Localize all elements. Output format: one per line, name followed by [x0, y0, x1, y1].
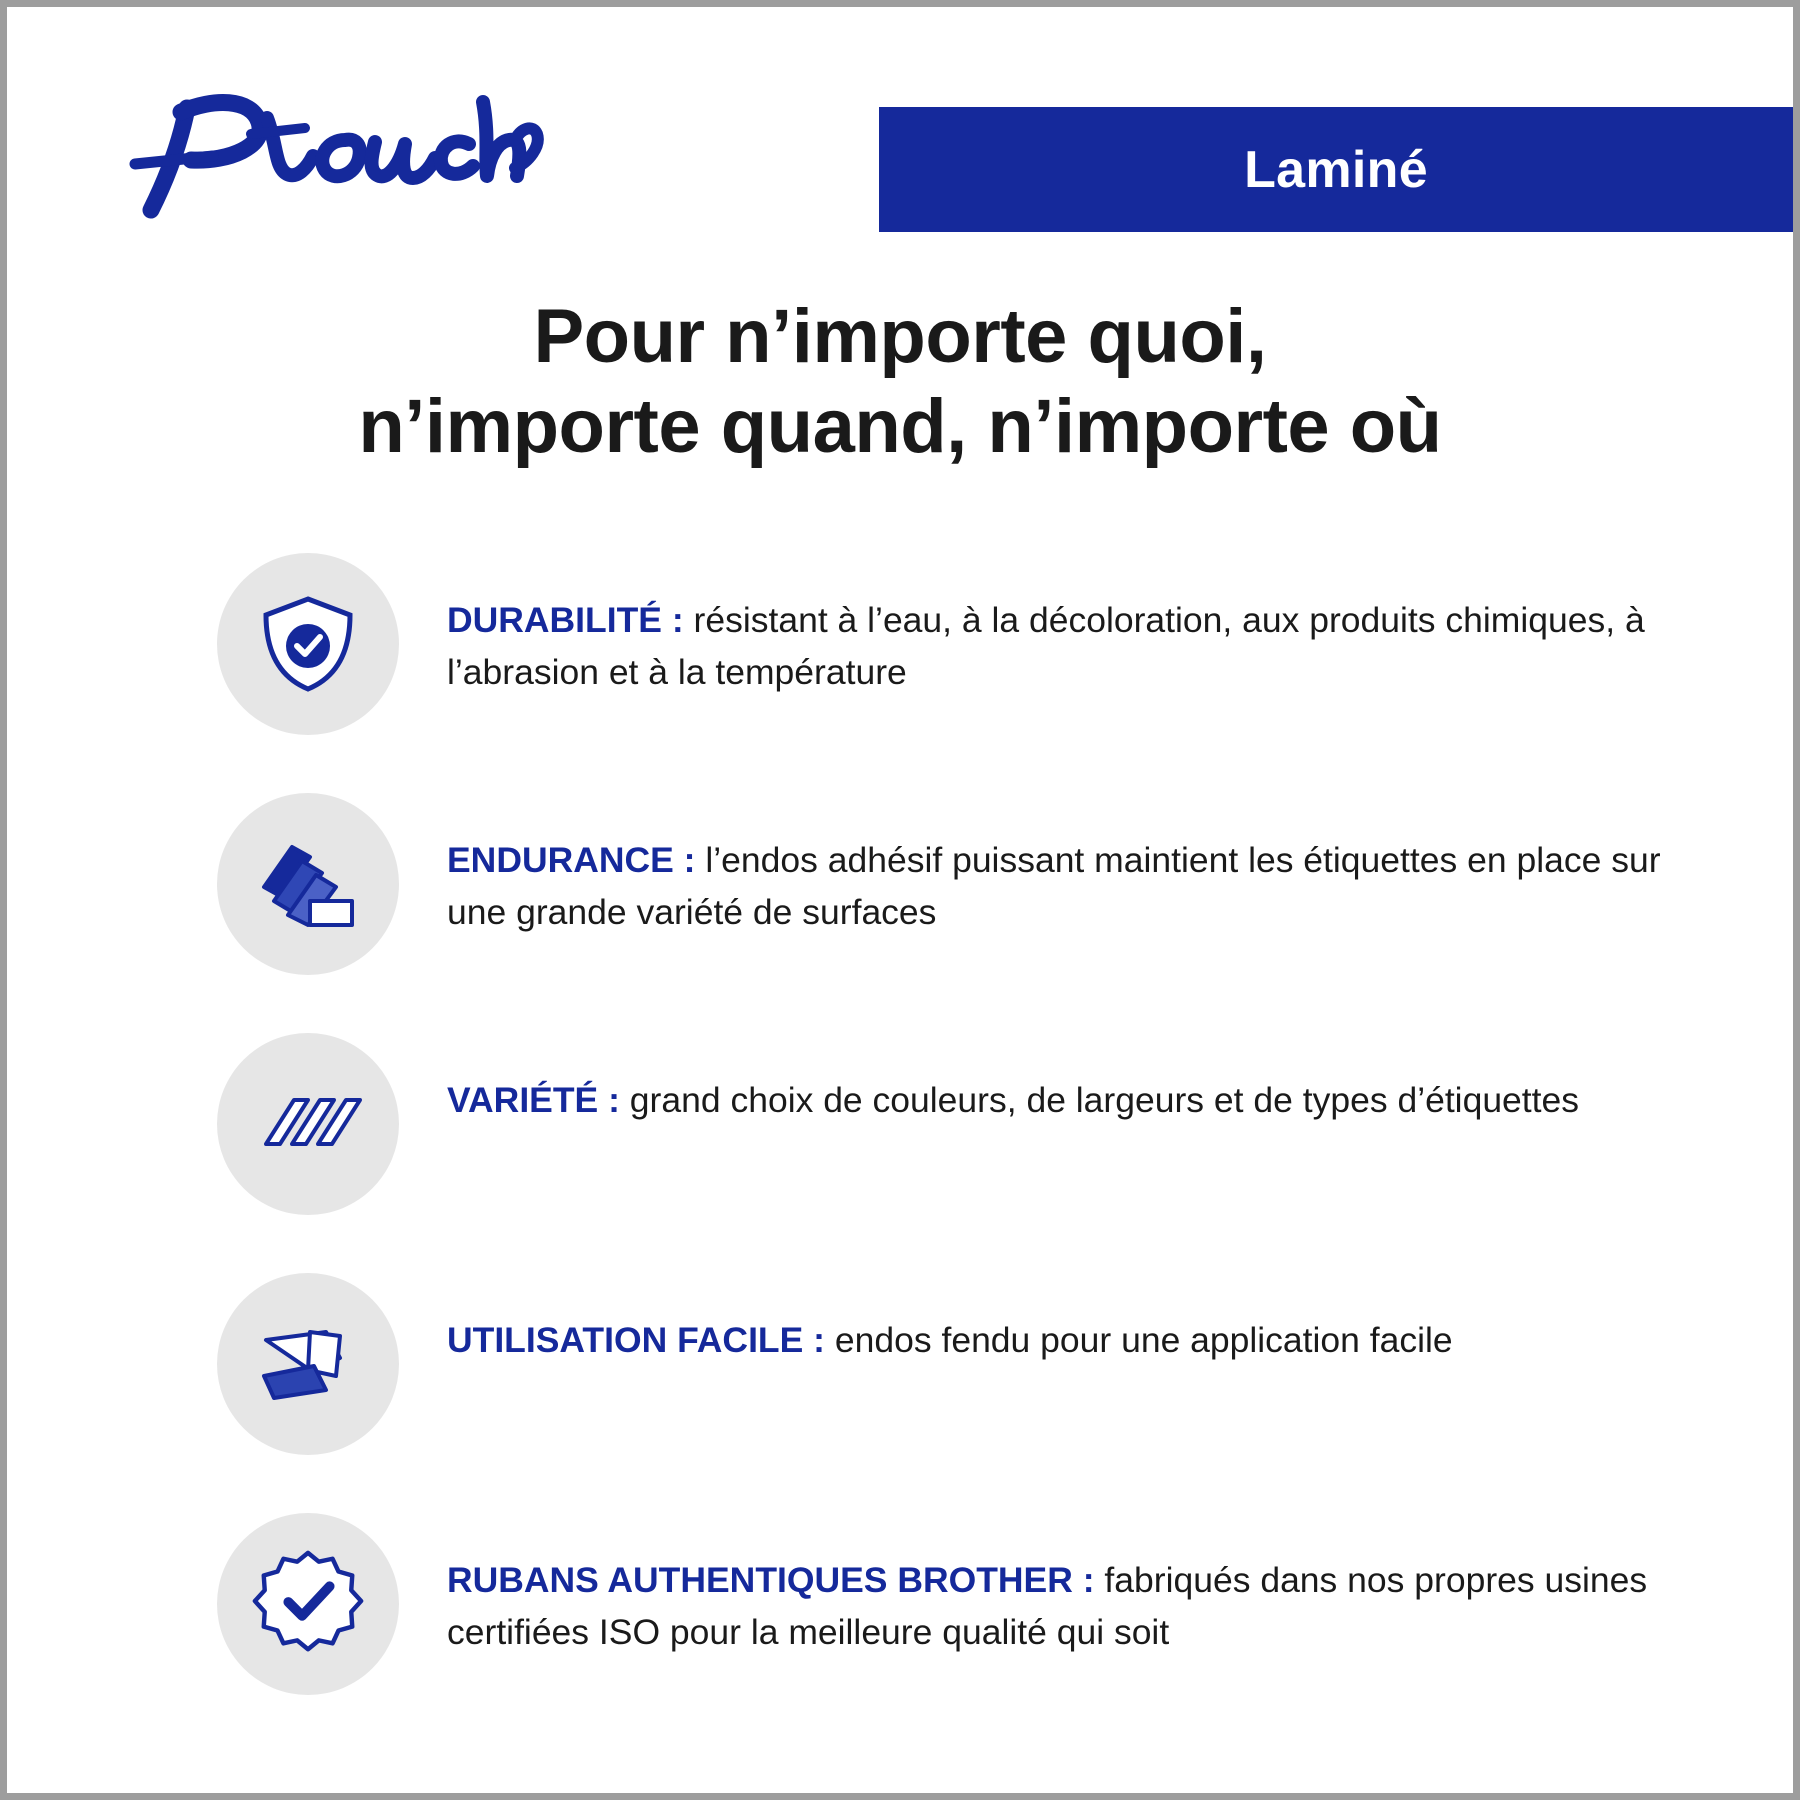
feature-description: résistant à l’eau, à la décoloration, aux produits chimiques, à l’abrasion et à la température [447, 600, 1645, 692]
label-variety-stripes-icon [217, 1033, 399, 1215]
feature-description: grand choix de couleurs, de largeurs et de types d’étiquettes [629, 1080, 1580, 1121]
feature-text [447, 1273, 1673, 1366]
list-item [217, 1513, 1673, 1713]
list-item [217, 1033, 1673, 1233]
feature-term: RUBANS AUTHENTIQUES BROTHER : [447, 1560, 1095, 1601]
page-title [7, 292, 1793, 471]
feature-text [447, 793, 1673, 938]
list-item [217, 1273, 1673, 1473]
feature-term: VARIÉTÉ : [447, 1080, 620, 1121]
status-badge [879, 107, 1793, 232]
page-title-line-1: Pour n’importe quoi, [533, 294, 1267, 379]
feature-text [447, 1513, 1673, 1658]
list-item [217, 793, 1673, 993]
badge-label: Laminé [1244, 140, 1428, 199]
feature-term: UTILISATION FACILE : [447, 1320, 825, 1361]
feature-description: fabriqués dans nos propres usines certifiées ISO pour la meilleure qualité qui soit [447, 1560, 1648, 1652]
feature-term: DURABILITÉ : [447, 600, 684, 641]
feature-text [447, 553, 1673, 698]
feature-list [7, 553, 1793, 1713]
shield-check-icon [217, 553, 399, 735]
certified-badge-check-icon [217, 1513, 399, 1695]
feature-description: endos fendu pour une application facile [834, 1320, 1453, 1361]
split-back-peel-icon [217, 1273, 399, 1455]
page-title-line-2: n’importe quand, n’importe où [358, 383, 1442, 469]
header [7, 7, 1793, 237]
feature-description: l’endos adhésif puissant maintient les étiquettes en place sur une grande variété de surfaces [447, 840, 1661, 932]
feature-text [447, 1033, 1673, 1126]
feature-term: ENDURANCE : [447, 840, 696, 881]
adhesive-tape-layers-icon [217, 793, 399, 975]
list-item [217, 553, 1673, 753]
ptouch-script-logo [117, 82, 547, 222]
